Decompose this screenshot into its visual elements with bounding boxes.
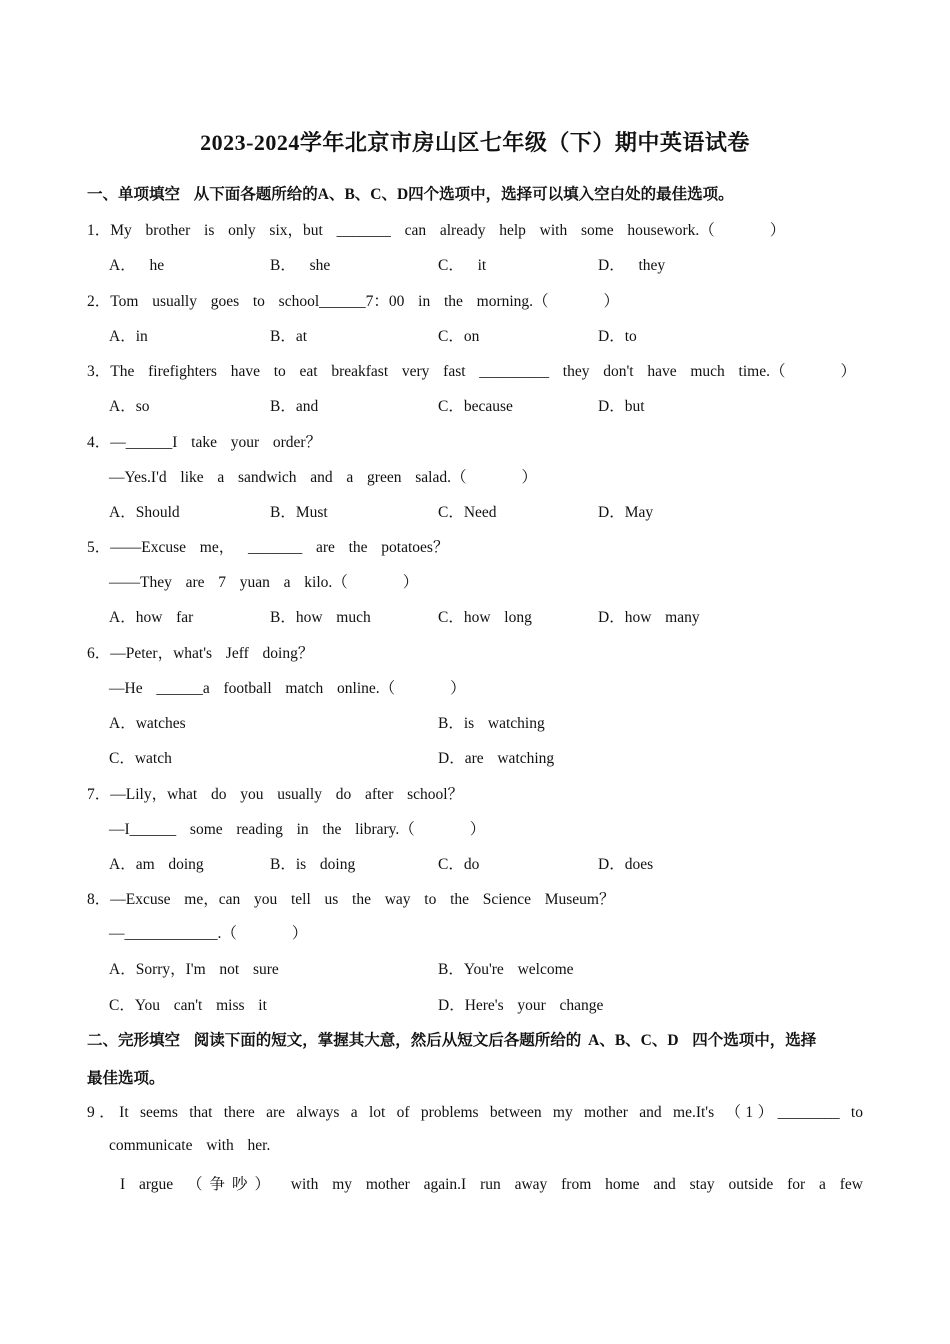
section-2-heading: 二、完形填空 阅读下面的短文，掌握其大意，然后从短文后各题所给的 A、B、C、D 四个选项中，选择 xyxy=(87,1032,817,1049)
question-5-line-2: ——They are 7 yuan a kilo.（ ） xyxy=(109,574,419,591)
question-1-option-a[interactable]: A． he xyxy=(109,257,165,274)
question-5-option-a[interactable]: A．how far xyxy=(109,609,194,626)
question-7-option-d[interactable]: D．does xyxy=(598,856,654,873)
question-8-stem: 8．—Excuse me，can you tell us the way to the Science Museum？ xyxy=(87,891,615,908)
question-5-option-b[interactable]: B．how much xyxy=(270,609,371,626)
question-6-option-d[interactable]: D．are watching xyxy=(438,750,555,767)
question-7-line-2: —I______ some reading in the library.（ ） xyxy=(109,821,486,838)
question-5-option-d[interactable]: D．how many xyxy=(598,609,700,626)
question-8-option-c[interactable]: C．You can't miss it xyxy=(109,997,267,1014)
question-4-option-c[interactable]: C．Need xyxy=(438,504,497,521)
question-7-stem: 7．—Lily，what do you usually do after school？ xyxy=(87,786,464,803)
question-2-option-b[interactable]: B．at xyxy=(270,328,308,345)
question-4-option-b[interactable]: B．Must xyxy=(270,504,328,521)
question-1-option-b[interactable]: B． she xyxy=(270,257,331,274)
question-9-line-2: communicate with her. xyxy=(109,1137,271,1154)
question-8-option-d[interactable]: D．Here's your change xyxy=(438,997,604,1014)
question-6-option-c[interactable]: C．watch xyxy=(109,750,172,767)
question-4-line-2: —Yes.I'd like a sandwich and a green salad.（ ） xyxy=(109,469,537,486)
question-7-option-b[interactable]: B．is doing xyxy=(270,856,356,873)
question-9-line-3: I argue （争吵） with my mother again.I run away from home and stay outside for a few xyxy=(120,1176,863,1193)
question-2-option-c[interactable]: C．on xyxy=(438,328,480,345)
question-2-option-a[interactable]: A．in xyxy=(109,328,148,345)
question-3-option-c[interactable]: C．because xyxy=(438,398,513,415)
section-2-heading-cont: 最佳选项。 xyxy=(87,1070,165,1087)
question-6-option-a[interactable]: A．watches xyxy=(109,715,186,732)
question-3-option-d[interactable]: D．but xyxy=(598,398,645,415)
question-7-option-a[interactable]: A．am doing xyxy=(109,856,204,873)
question-3-option-b[interactable]: B．and xyxy=(270,398,319,415)
question-9-line-1: 9．It seems that there are always a lot of problems between my mother and me.It's （1）________ to xyxy=(87,1104,863,1121)
question-6-stem: 6．—Peter，what's Jeff doing？ xyxy=(87,645,314,662)
question-2-option-d[interactable]: D．to xyxy=(598,328,637,345)
question-8-option-a[interactable]: A．Sorry，I'm not sure xyxy=(109,961,279,978)
question-3-option-a[interactable]: A．so xyxy=(109,398,150,415)
question-4-stem: 4．—______I take your order？ xyxy=(87,434,322,451)
question-2-stem: 2．Tom usually goes to school______7：00 in the morning.（ ） xyxy=(87,293,620,310)
question-8-option-b[interactable]: B．You're welcome xyxy=(438,961,574,978)
question-8-line-2: —____________.（ ） xyxy=(109,925,308,942)
question-6-line-2: —He ______a football match online.（ ） xyxy=(109,680,466,697)
question-4-option-a[interactable]: A．Should xyxy=(109,504,180,521)
question-5-option-c[interactable]: C．how long xyxy=(438,609,532,626)
question-6-option-b[interactable]: B．is watching xyxy=(438,715,545,732)
question-1-option-c[interactable]: C． it xyxy=(438,257,487,274)
question-5-stem: 5．——Excuse me， _______ are the potatoes？ xyxy=(87,539,449,556)
question-7-option-c[interactable]: C．do xyxy=(438,856,480,873)
exam-title: 2023-2024学年北京市房山区七年级（下）期中英语试卷 xyxy=(200,130,750,155)
section-1-heading: 一、单项填空 从下面各题所给的A、B、C、D四个选项中，选择可以填入空白处的最佳选项。 xyxy=(87,186,734,203)
question-1-stem: 1．My brother is only six，but _______ can already help with some housework.（ ） xyxy=(87,222,786,239)
question-4-option-d[interactable]: D．May xyxy=(598,504,654,521)
question-1-option-d[interactable]: D． they xyxy=(598,257,666,274)
question-3-stem: 3．The firefighters have to eat breakfast very fast _________ they don't have much time.（ ） xyxy=(87,363,856,380)
